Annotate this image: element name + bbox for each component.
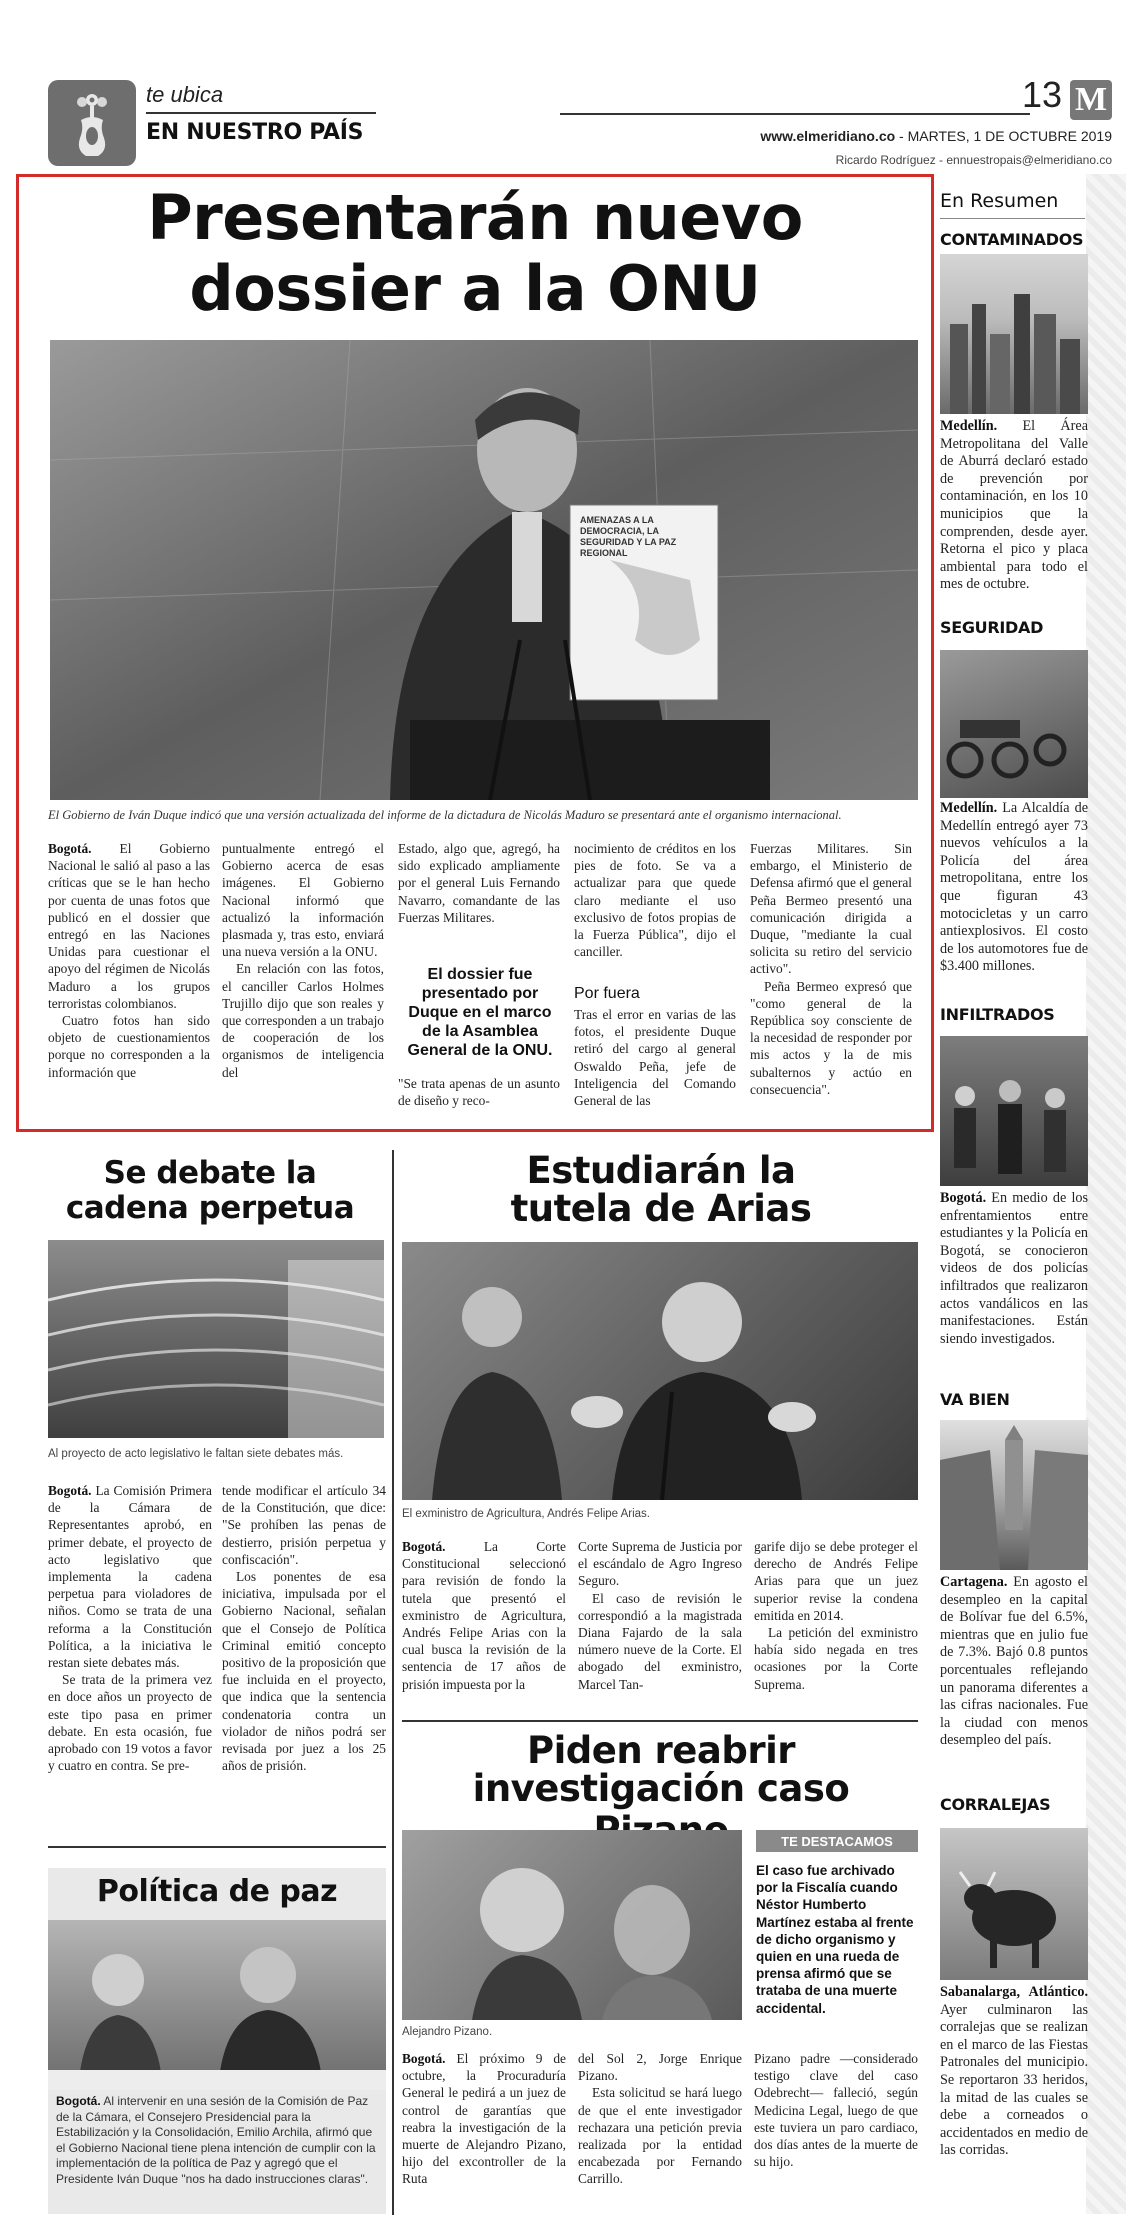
lead-column-4	[574, 840, 736, 960]
story3-column-2	[578, 1538, 742, 1693]
story2-headline-line2: cadena perpetua	[65, 1190, 355, 1226]
sidebar-item-4-photo	[940, 1420, 1088, 1570]
byline: Ricardo Rodríguez - ennuestropais@elmeridiano.co	[835, 153, 1112, 167]
site-date-line: www.elmeridiano.co - MARTES, 1 DE OCTUBRE 2019	[760, 128, 1112, 144]
story2-photo	[48, 1240, 384, 1438]
story5-caption: Alejandro Pizano.	[402, 2026, 493, 2038]
story2-column-2	[222, 1482, 386, 1774]
story5-column-1	[402, 2050, 566, 2188]
colonial-street-illustration	[940, 1420, 1088, 1570]
courtroom-illustration	[402, 1242, 918, 1500]
sidebar-item-1-text	[940, 418, 1088, 594]
sidebar-item-2-head: SEGURIDAD	[940, 618, 1044, 637]
lead-column-1	[48, 840, 210, 1081]
story2-headline-line1: Se debate la	[103, 1155, 317, 1191]
story5-highlight-label-text: TE DESTACAMOS	[781, 1833, 893, 1849]
story4-headline: Política de paz	[96, 1874, 338, 1909]
motorcycles-illustration	[940, 650, 1088, 798]
story5-headline-line2: investigación caso	[472, 1767, 850, 1810]
lead-headline-line1: Presentarán nuevo	[147, 181, 803, 254]
story2-dateline: Bogotá.	[48, 1483, 92, 1498]
sidebar-item-5-photo	[940, 1828, 1088, 1980]
story3-headline-line2: tutela de Arias	[510, 1187, 812, 1230]
brand-mark	[1070, 80, 1112, 120]
congress-chamber-illustration	[48, 1240, 384, 1438]
story3-col3-p2: La petición del exministro había sido negada en tres ocasiones por la Corte Suprema.	[754, 1625, 918, 1692]
lead-pull-quote: El dossier fue presentado por Duque en el marco de la Asamblea General de la ONU.	[407, 966, 553, 1059]
lead-column-3	[398, 840, 560, 926]
sidebar-item-5-head: CORRALEJAS	[940, 1795, 1051, 1814]
story5-column-2	[578, 2050, 742, 2188]
sidebar-item-1-body: El Área Metropolitana del Valle de Aburrá declaró estado de prevención por contaminación, en los 10 municipios que la comprenden, desde ayer. Retorna el pico y placa ambiental para todo el mes de octubre.	[940, 418, 1088, 593]
story3-headline-line1: Estudiarán la	[526, 1149, 796, 1192]
section-logo	[48, 80, 136, 166]
site-url[interactable]: www.elmeridiano.co	[760, 128, 896, 144]
story4-photo	[48, 1920, 386, 2090]
section-title: EN NUESTRO PAÍS	[146, 120, 364, 145]
story5-highlight-text: El caso fue archivado por la Fiscalía cuando Néstor Humberto Martínez estaba al frente de dicho organismo y quien en una rueda de prensa afirmó que se trataba de una muerte accidental.	[756, 1863, 914, 2016]
brand-mark-letter: M	[1074, 81, 1108, 118]
page-number: 13	[1022, 74, 1063, 115]
lead-column-2	[222, 840, 384, 1081]
header-top-rule	[560, 113, 1030, 115]
sidebar-item-3-text	[940, 1190, 1088, 1348]
sidebar-title-rule	[940, 218, 1085, 219]
sidebar-item-2-text	[940, 800, 1088, 976]
story5-headline-line1: Piden reabrir	[526, 1729, 796, 1772]
story5-column-3	[754, 2050, 918, 2170]
sidebar-item-1-dateline: Medellín.	[940, 418, 998, 434]
sidebar-item-3-head: INFILTRADOS	[940, 1005, 1055, 1024]
lead-headline-line2: dossier a la ONU	[189, 252, 761, 325]
lead-col4-p1: nocimiento de créditos en los pies de foto. Se va a actualizar para que quede claro mediante el uso exclusivo de fotos propias de la Fuerza Pública", dijo el canciller.	[574, 841, 736, 960]
section-tagline: te ubica	[146, 82, 224, 107]
story5-dateline: Bogotá.	[402, 2051, 446, 2066]
story5-col2-p2: Esta solicitud se hará luego de que el ente investigador rechazara una petición previa realizada por la entidad encabezada por Fernando Carrillo.	[578, 2085, 742, 2187]
sidebar-item-3-body: En medio de los enfrentamientos entre estudiantes y la Policía en Bogotá, se conocieron videos de dos policías infiltrados que realizaron actos vandálicos en las manifestaciones. Están siendo investigados.	[940, 1190, 1089, 1347]
sidebar-item-3-dateline: Bogotá.	[940, 1190, 987, 1206]
story5-photo	[402, 1830, 742, 2020]
sidebar-item-4-body: En agosto el desempleo en la capital de Bolívar fue del 6.5%, mientras que en julio fue de 7.3%. Bajó 0.8 puntos porcentuales reflejando un panorama diferentes a las cifras nacionales. Fue la ciudad con menos desempleo del país.	[940, 1574, 1088, 1749]
sidebar-background-pattern	[1086, 174, 1126, 2214]
story3-col2-p2: El caso de revisión le correspondió a la magistrada Diana Fajardo de la sala número nueve de la Corte. El abogado del exministro, Marcel Tan-	[578, 1590, 742, 1692]
story5-col2-p1: del Sol 2, Jorge Enrique Pizano.	[578, 2051, 742, 2084]
story3-column-3	[754, 1538, 918, 1693]
story2-col1-p1: La Comisión Primera de la Cámara de Representantes aprobó, en primer debate, el proyecto de acto legislativo que implementa la cadena perpetua para violadores de niños. Como se trata de una reforma a la Constitución Política, a la iniciativa le restan siete debates más.	[48, 1483, 212, 1671]
lead-col4-p2: Tras el error en varias de las fotos, el presidente Duque retiró del cargo al general Oswaldo Peña, jefe de Inteligencia del Comando General de las	[574, 1007, 736, 1109]
story5-col1-p1: El próximo 9 de octubre, la Procuraduría General le pedirá a un juez de control de garantías que reabra la investigación de la muerte de Alejandro Pizano, hijo del excontroller de la Ruta	[402, 2051, 566, 2187]
lead-col4-subhead: Por fuera	[574, 985, 640, 1002]
story2-story4-divider	[48, 1846, 386, 1848]
story5-col3-p1: Pizano padre —considerado testigo clave del caso Odebrecht— falleció, según Medicina Legal, luego de que este tuviera un paro cardiaco, dos días antes de la muerte de su hijo.	[754, 2051, 918, 2170]
story4-body: Al intervenir en una sesión de la Comisión de Paz de la Cámara, el Consejero Presidencial para la Estabilización y la Consolidación, Emilio Archila, afirmó que el Gobierno Nacional tiene plena intención de cumplir con la implementación de la política de Paz y agregó que el Presidente Iván Duque "nos ha dado instrucciones claras".	[56, 2094, 376, 2186]
lead-col2-p1: puntualmente entregó el Gobierno acerca de esas imágenes. El Gobierno Nacional informó que actualizó la información plasmada y, tras esto, enviará una nueva versión a la ONU.	[222, 841, 384, 960]
lead-photo	[50, 340, 918, 800]
story3-column-1	[402, 1538, 566, 1693]
sidebar-item-4-dateline: Cartagena.	[940, 1574, 1008, 1590]
story3-story5-divider	[402, 1720, 918, 1722]
lead-col3-p1: Estado, algo que, agregó, ha sido explicado ampliamente por el general Luis Fernando Navarro, comandante de las Fuerzas Militares.	[398, 841, 560, 925]
officials-meeting-illustration	[48, 1920, 386, 2090]
story2-caption: Al proyecto de acto legislativo le faltan siete debates más.	[48, 1448, 344, 1460]
sidebar-item-3-photo	[940, 1036, 1088, 1186]
edition-date: MARTES, 1 DE OCTUBRE 2019	[907, 128, 1112, 144]
sidebar-title: En Resumen	[940, 190, 1059, 212]
lead-col5-p2: Peña Bermeo expresó que "como general de la República soy consciente de la necesidad de responder por mis actos y la de mis subalternos y actúo en consecuencia".	[750, 978, 912, 1097]
story3-caption: El exministro de Agricultura, Andrés Felipe Arias.	[402, 1508, 651, 1520]
story4-dateline: Bogotá.	[56, 2094, 101, 2108]
city-skyline-illustration	[940, 254, 1088, 414]
story2-col2-p2: Los ponentes de esa iniciativa, impulsada por el Gobierno Nacional, señalan que el Consejo de Política Criminal emitió concepto positivo de la proposición que fue incluida en el proyecto, que indica que la sentencia condenatoria contra un violador de niños podrá ser revisada por juez a los 25 años de prisión.	[222, 1569, 386, 1774]
story5-highlight-label	[756, 1830, 918, 1852]
lead-column-5	[750, 840, 912, 1098]
lead-col3-p2: "Se trata apenas de un asunto de diseño y reco-	[398, 1076, 560, 1109]
story2-column-1	[48, 1482, 212, 1774]
sidebar-item-2-body: La Alcaldía de Medellín entregó ayer 73 nuevos vehículos a la Policía del área metropolitana, entre los que figuran 43 motocicletas y un carro antiexplosivos. El costo de los automotores fue de $3.400 millones.	[940, 800, 1088, 975]
lead-caption: El Gobierno de Iván Duque indicó que una versión actualizada del informe de la dictadura de Nicolás Maduro se presentará ante el organismo internacional.	[48, 808, 842, 822]
lead-dateline: Bogotá.	[48, 841, 92, 856]
story3-dateline: Bogotá.	[402, 1539, 446, 1554]
story2-col1-p2: Se trata de la primera vez en doce años un proyecto de este tipo pasa en primer debate. En esta ocasión, fue aprobado con 19 votos a favor y cuatro en contra. Se pre-	[48, 1672, 212, 1774]
lower-column-divider	[392, 1150, 394, 2215]
story3-col1-p1: La Corte Constitucional seleccionó para revisión de fondo la tutela que presentó el exministro de Agricultura, Andrés Felipe Arias con la cual busca la revisión de la sentencia de 17 años de prisión impuesta por la	[402, 1539, 566, 1692]
sidebar-item-2-photo	[940, 650, 1088, 798]
sidebar-item-1-photo	[940, 254, 1088, 414]
story3-col3-p1: garife dijo se debe proteger el derecho de Andrés Felipe Arias para que un juez superior revise la condena emitida en 2014.	[754, 1539, 918, 1623]
bull-illustration	[940, 1828, 1088, 1980]
sidebar-item-2-dateline: Medellín.	[940, 800, 998, 816]
header-tagline-rule	[146, 112, 376, 114]
crowd-illustration	[940, 1036, 1088, 1186]
lead-col2-p2: En relación con las fotos, el canciller Carlos Holmes Trujillo dijo que son reales y que corresponden a un trabajo de cooperación de los organismos de inteligencia del	[222, 961, 384, 1080]
lead-col5-p1: Fuerzas Militares. Sin embargo, el Ministerio de Defensa afirmó que el general Peña Bermeo presentó una comunicación dirigida a Duque, "mediante la cual solicita su retiro del servicio activo".	[750, 841, 912, 977]
lead-col1-p2: Cuatro fotos han sido objeto de cuestionamientos porque no corresponden a la información que	[48, 1013, 210, 1080]
lead-photo-illustration	[50, 340, 918, 800]
lead-column-4b	[574, 1006, 736, 1109]
sidebar-item-4-text	[940, 1574, 1088, 1750]
lead-col1-p1: El Gobierno Nacional le salió al paso a las críticas que se le han hecho por cuenta de unas fotos que publicó en el dossier que entregó en las Naciones Unidas para cuestionar el apoyo del régimen de Nicolás Maduro a los grupos terroristas colombianos.	[48, 841, 210, 1011]
portrait-illustration	[402, 1830, 742, 2020]
lead-column-3b	[398, 1075, 560, 1109]
story3-photo	[402, 1242, 918, 1500]
sidebar-item-5-dateline: Sabanalarga, Atlántico.	[940, 1984, 1088, 2000]
story2-col2-p1: tende modificar el artículo 34 de la Constitución, que dice: "Se prohíben las penas de destierro, prisión perpetua y confiscación".	[222, 1483, 386, 1567]
story4-text	[56, 2094, 378, 2187]
sidebar-item-1-head: CONTAMINADOS	[940, 230, 1084, 249]
sidebar-item-4-head: VA BIEN	[940, 1390, 1010, 1409]
story3-col2-p1: Corte Suprema de Justicia por el escándalo de Agro Ingreso Seguro.	[578, 1539, 742, 1589]
sidebar-item-5-body: Ayer culminaron las corralejas que se realizan en el marco de las Fiestas Patronales del municipio. Se reportaron 33 heridos, la mitad de las cuales se debe a corneados o accidentados en medio de las corridas.	[940, 2001, 1088, 2159]
vase-flower-icon	[48, 80, 136, 166]
lead-photo-report-title: AMENAZAS A LA DEMOCRACIA, LA SEGURIDAD Y LA PAZ REGIONAL	[580, 515, 677, 558]
sidebar-item-5-text	[940, 1984, 1088, 2160]
